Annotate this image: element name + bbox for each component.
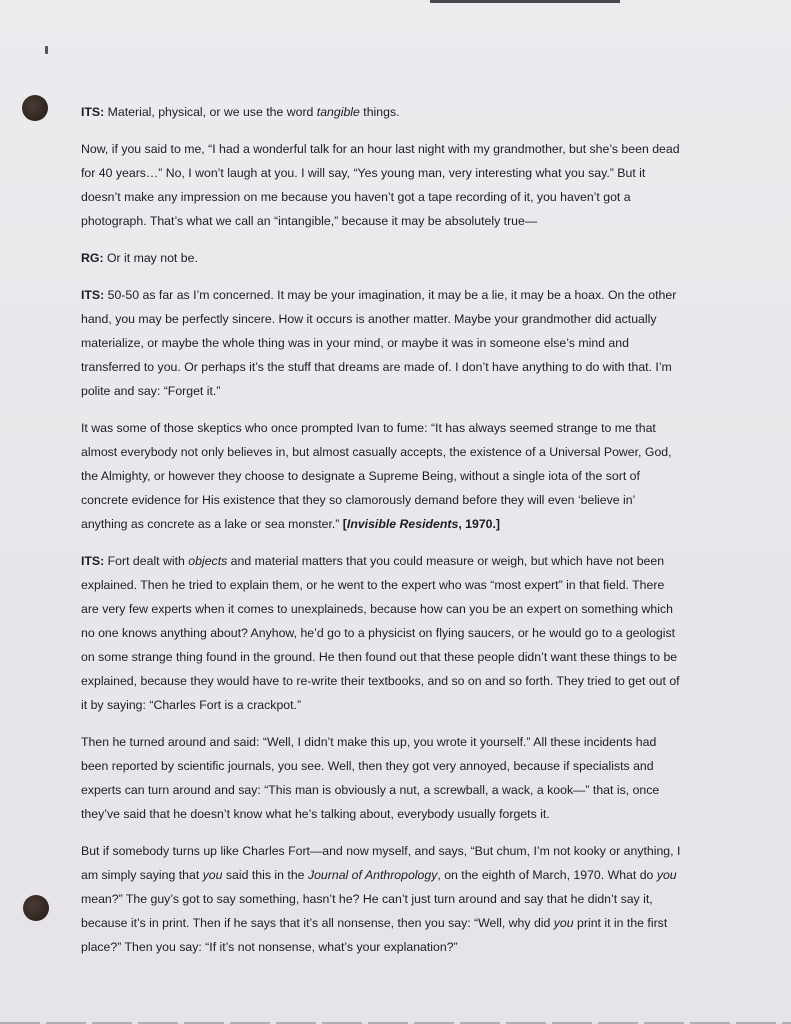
body-text: print it in the first place?” Then you say: “If it’s not nonsense, what’s your explanation?” [81,916,668,954]
body-text: , on the eighth of March, 1970. What do [437,868,657,882]
paragraph-6 [81,549,681,717]
binder-hole-top [22,95,48,121]
body-text: Or it may not be. [103,251,198,265]
document-body [81,100,681,972]
bold-text: ITS: [81,288,105,302]
bold-text: RG: [81,251,104,265]
italic-text: objects [188,554,228,568]
paragraph-7 [81,730,681,826]
top-edge-rule [430,0,620,3]
italic-text: Journal of Anthropology [307,868,438,882]
bold-text: ITS: [81,554,105,568]
body-text: and material matters that you could measure or weigh, but which have not been explained. Then he tried to explain them, or he went to the expert who was “most expert” in that field. There are very few experts when it comes to unexplaineds, because how can you be an expert on something which no one knows anything about? Anyhow, he’d go to a physicist on flying saucers, or he would go to a geologist on some strange thing found in the ground. He then found out that these people didn’t want these things to be explained, because they would have to re-write their textbooks, and so on and so forth. They tried to get out of it by saying: “Charles Fort is a crackpot.” [81,554,680,712]
italic-text: tangible [316,105,360,119]
body-text: Then he turned around and said: “Well, I didn’t make this up, you wrote it yourself.” All these incidents had been reported by scientific journals, you see. Well, then they got very annoyed, because if specialists and experts can turn around and say: “This man is obviously a nut, a screwball, a wack, a kook—” that is, once they’ve said that he doesn’t know what he’s talking about, everybody usually forgets it. [81,735,660,821]
bold-text: , 1970.] [458,517,501,531]
paragraph-2 [81,137,681,233]
paragraph-8 [81,839,681,959]
italic-text: you [202,868,223,882]
body-text: things. [359,105,400,119]
bold-text: ITS: [81,105,105,119]
body-text: Now, if you said to me, “I had a wonderful talk for an hour last night with my grandmother, but she’s been dead for 40 years…” No, I won’t laugh at you. I will say, “Yes young man, very interesting what you say.” But it doesn’t make any impression on me because you haven’t got a tape recording of it, you haven’t got a photograph. That’s what we call an “intangible,” because it may be absolutely true— [81,142,680,228]
italic-text: you [553,916,574,930]
binder-hole-bottom [23,895,49,921]
italic-text: you [656,868,677,882]
bold-text: [ [342,517,347,531]
body-text: Fort dealt with [104,554,189,568]
paragraph-1 [81,100,681,124]
citation-title: Invisible Residents [346,517,459,531]
body-text: mean?” The guy’s got to say something, hasn’t he? He can’t just turn around and say that he didn’t say it, because it’s in print. Then if he says that it’s all nonsense, then you say: “Well, why did [81,892,653,930]
stray-mark [45,46,48,54]
paragraph-5 [81,416,681,536]
paragraph-3 [81,246,681,270]
body-text: said this in the [222,868,308,882]
body-text: It was some of those skeptics who once prompted Ivan to fume: “It has always seemed strange to me that almost everybody not only believes in, but almost casually accepts, the existence of a Universal Power, God, the Almighty, or however they choose to designate a Supreme Being, without a single iota of the sort of concrete evidence for His existence that they so clamorously demand before they will even ‘believe in’ anything as concrete as a lake or sea monster.” [81,421,672,531]
body-text: But if somebody turns up like Charles Fort—and now myself, and says, “But chum, I’m not kooky or anything, I am simply saying that [81,844,681,882]
body-text: Material, physical, or we use the word [104,105,317,119]
paragraph-4 [81,283,681,403]
body-text: 50-50 as far as I’m concerned. It may be your imagination, it may be a lie, it may be a hoax. On the other hand, you may be perfectly sincere. How it occurs is another matter. Maybe your grandmother did actually materialize, or maybe the whole thing was in your mind, or maybe it was in someone else’s mind and transferred to you. Or perhaps it’s the stuff that dreams are made of. I don’t have anything to do with that. I’m polite and say: “Forget it.” [81,288,677,398]
